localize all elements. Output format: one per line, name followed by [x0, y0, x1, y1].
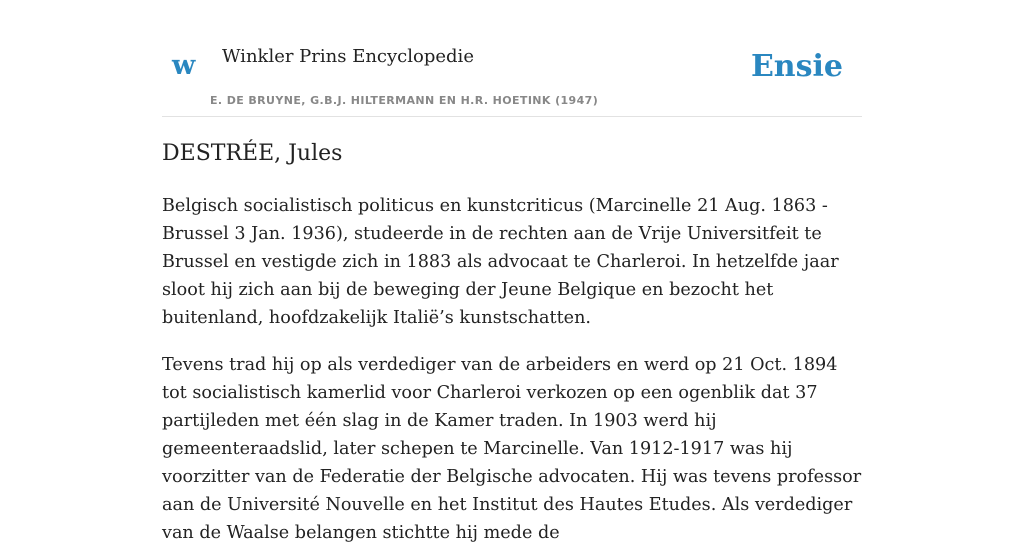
article-title: DESTRÉE, Jules — [162, 141, 343, 166]
winkler-prins-logo-icon[interactable]: w — [172, 50, 196, 81]
article-paragraph: Tevens trad hij op als verdediger van de arbeiders en werd op 21 Oct. 1894 tot socialistisch kamerlid voor Charleroi verkozen op een ogenblik dat 37 partijleden met één slag in de Kamer traden. In 1903 werd hij gemeenteraadslid, later schepen te Marcinelle. Van 1912-1917 was hij voorzitter van de Federatie der Belgische advocaten. Hij was tevens professor aan de Université Nouvelle en het Institut des Hautes Etudes. Als verdediger van de Waalse belangen stichtte hij mede de — [162, 355, 862, 543]
source-title[interactable]: Winkler Prins Encyclopedie — [222, 46, 474, 67]
article — [162, 138, 862, 547]
ensie-brand-logo[interactable]: Ensie — [750, 49, 843, 84]
article-paragraph: Belgisch socialistisch politicus en kunstcriticus (Marcinelle 21 Aug. 1863 - Brussel 3 Jan. 1936), studeerde in de rechten aan de Vrije Universitfeit te Brussel en vestigde zich in 1883 als advocaat te Charleroi. In hetzelfde jaar sloot hij zich aan bij de beweging der Jeune Belgique en bezocht het buitenland, hoofdzakelijk Italië’s kunstschatten. — [162, 196, 839, 328]
source-authors: E. DE BRUYNE, G.B.J. HILTERMANN EN H.R. HOETINK (1947) — [210, 94, 599, 107]
source-header — [162, 30, 862, 117]
